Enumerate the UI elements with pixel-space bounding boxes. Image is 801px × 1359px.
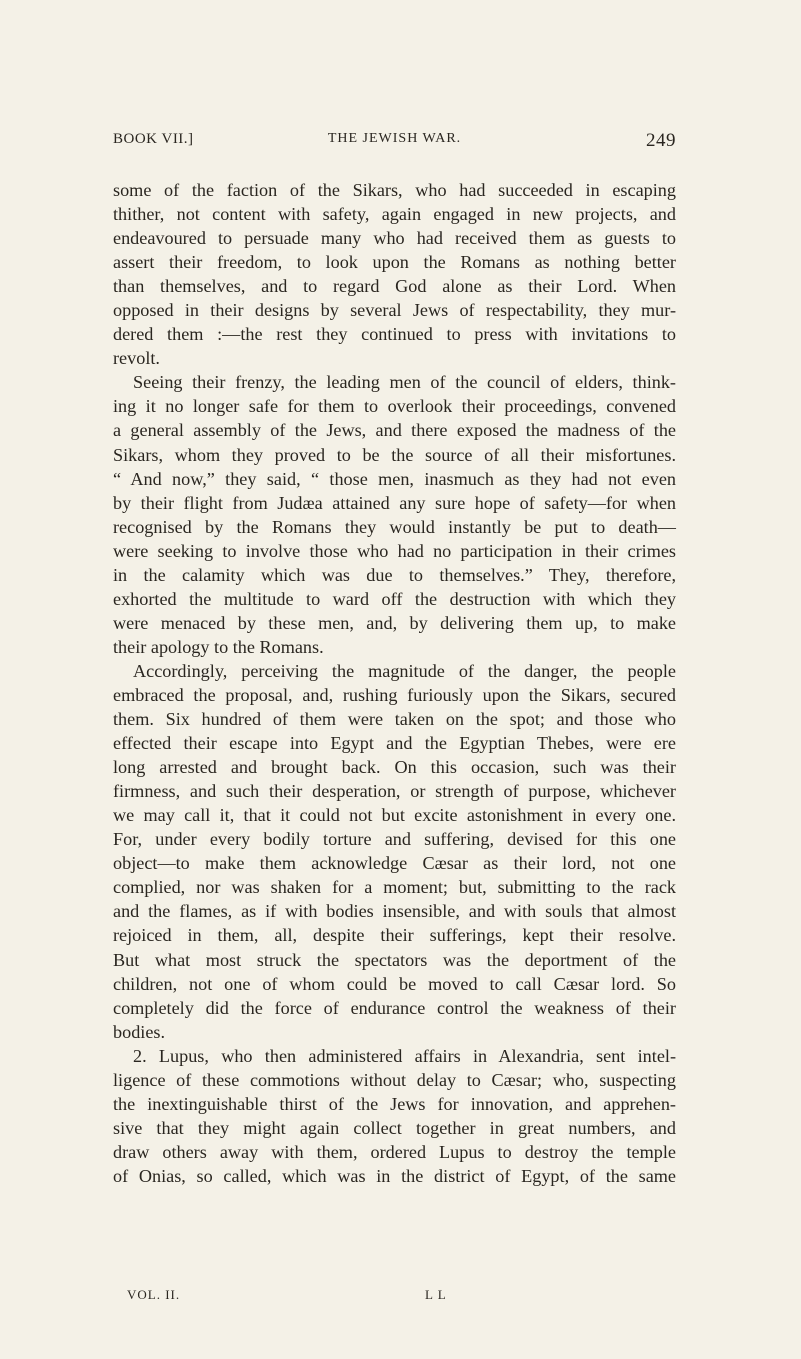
page-number: 249: [646, 130, 676, 151]
text-line: than themselves, and to regard God alone as their Lord. When: [113, 276, 676, 297]
text-line: “ And now,” they said, “ those men, inasmuch as they had not even: [113, 468, 676, 489]
text-line: endeavoured to persuade many who had received them as guests to: [113, 228, 676, 249]
text-line: firmness, and such their desperation, or strength of purpose, whichever: [113, 781, 676, 802]
text-line: sive that they might again collect together in great numbers, and: [113, 1117, 676, 1138]
text-line: revolt.: [113, 348, 160, 369]
body-text: [113, 178, 676, 1188]
volume-marker: VOL. II.: [127, 1287, 181, 1302]
header-title: THE JEWISH WAR.: [327, 131, 462, 146]
text-line: we may call it, that it could not but excite astonishment in every one.: [113, 805, 676, 826]
text-line: children, not one of whom could be moved to call Cæsar lord. So: [113, 973, 676, 994]
text-line: bodies.: [113, 1021, 166, 1042]
text-line: effected their escape into Egypt and the Egyptian Thebes, were ere: [113, 733, 676, 754]
text-line: ing it no longer safe for them to overlook their proceedings, convened: [113, 396, 676, 417]
text-line: them. Six hundred of them were taken on the spot; and those who: [113, 709, 676, 730]
text-line: the inextinguishable thirst of the Jews for innovation, and apprehen-: [113, 1093, 676, 1114]
text-line: long arrested and brought back. On this occasion, such was their: [113, 757, 676, 778]
text-line: recognised by the Romans they would instantly be put to death—: [113, 516, 676, 537]
text-line: their apology to the Romans.: [113, 636, 324, 657]
running-header: [113, 131, 676, 155]
text-line: Seeing their frenzy, the leading men of the council of elders, think-: [133, 372, 676, 393]
text-line: were menaced by these men, and, by delivering them up, to make: [113, 612, 676, 633]
text-line: some of the faction of the Sikars, who had succeeded in escaping: [113, 180, 676, 200]
text-line: thither, not content with safety, again engaged in new projects, and: [113, 204, 676, 225]
text-line: exhorted the multitude to ward off the destruction with which they: [113, 588, 676, 609]
text-line: opposed in their designs by several Jews of respectability, they mur-: [113, 300, 676, 321]
text-line: 2. Lupus, who then administered affairs in Alexandria, sent intel-: [133, 1045, 676, 1066]
text-line: ligence of these commotions without delay to Cæsar; who, suspecting: [113, 1069, 676, 1090]
text-line: in the calamity which was due to themselves.” They, therefore,: [113, 564, 676, 585]
header-book-label: BOOK VII.]: [113, 131, 194, 147]
text-line: complied, nor was shaken for a moment; but, submitting to the rack: [113, 877, 676, 898]
text-line: were seeking to involve those who had no participation in their crimes: [113, 540, 676, 561]
text-line: object—to make them acknowledge Cæsar as their lord, not one: [113, 853, 676, 874]
text-line: But what most struck the spectators was the deportment of the: [113, 949, 676, 970]
text-line: of Onias, so called, which was in the district of Egypt, of the same: [113, 1165, 676, 1186]
text-line: assert their freedom, to look upon the Romans as nothing better: [113, 252, 676, 273]
text-line: completely did the force of endurance control the weakness of their: [113, 997, 676, 1018]
text-line: rejoiced in them, all, despite their sufferings, kept their resolve.: [113, 925, 676, 946]
text-line: For, under every bodily torture and suffering, devised for this one: [113, 829, 676, 850]
text-line: a general assembly of the Jews, and there exposed the madness of the: [113, 420, 676, 441]
text-line: and the flames, as if with bodies insensible, and with souls that almost: [113, 901, 676, 922]
text-line: draw others away with them, ordered Lupus to destroy the temple: [113, 1141, 676, 1162]
text-line: dered them :—the rest they continued to press with invitations to: [113, 324, 676, 345]
text-line: embraced the proposal, and, rushing furiously upon the Sikars, secured: [113, 684, 676, 705]
text-line: by their flight from Judæa attained any sure hope of safety—for when: [113, 492, 676, 513]
text-line: Sikars, whom they proved to be the source of all their misfortunes.: [113, 444, 676, 465]
signature-mark: L L: [425, 1287, 447, 1302]
text-line: Accordingly, perceiving the magnitude of the danger, the people: [133, 660, 676, 681]
